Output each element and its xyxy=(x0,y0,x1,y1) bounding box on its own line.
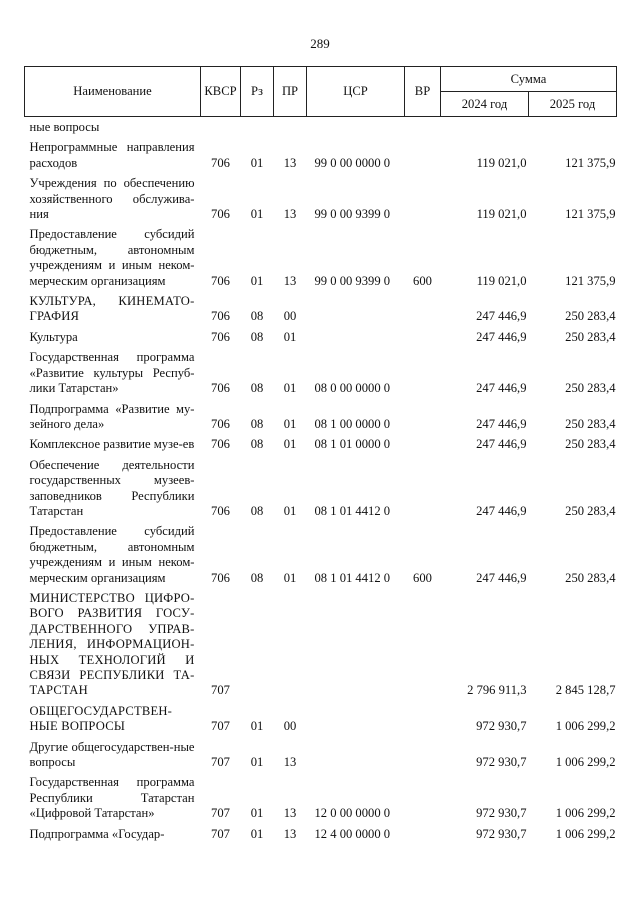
cell-name: Подпрограмма «Государ- xyxy=(29,826,165,841)
cell-kvsr: 706 xyxy=(211,207,230,222)
cell-vr xyxy=(405,458,441,525)
table-row xyxy=(25,350,617,401)
table-header xyxy=(25,67,617,117)
header-vr: ВР xyxy=(405,67,441,117)
cell-amount-2024: 247 446,9 xyxy=(476,329,527,344)
cell-vr xyxy=(405,591,441,704)
cell-rz: 08 xyxy=(250,309,264,324)
cell-csr xyxy=(307,330,405,350)
cell-vr: 600 xyxy=(413,273,432,288)
cell-name: Учреждения по обеспечению хозяйственного обслужива-ния xyxy=(29,176,195,222)
header-csr: ЦСР xyxy=(307,67,405,117)
cell-csr: 12 4 00 0000 0 xyxy=(314,826,391,841)
cell-rz: 08 xyxy=(250,503,264,518)
cell-amount-2025: 250 283,4 xyxy=(565,309,616,324)
cell-kvsr: 707 xyxy=(211,683,230,698)
table-row xyxy=(25,402,617,438)
table-row xyxy=(25,740,617,776)
table-row xyxy=(25,775,617,826)
cell-vr xyxy=(405,350,441,401)
cell-csr: 08 1 01 0000 0 xyxy=(314,437,391,452)
cell-rz: 01 xyxy=(250,755,264,770)
header-year-2024: 2024 год xyxy=(441,92,529,117)
cell-pr: 13 xyxy=(283,755,297,770)
cell-amount-2025: 121 375,9 xyxy=(565,155,616,170)
cell-amount-2025: 1 006 299,2 xyxy=(555,755,616,770)
cell-kvsr: 706 xyxy=(211,503,230,518)
table-row xyxy=(25,117,617,141)
cell-csr: 08 1 00 0000 0 xyxy=(314,416,391,431)
cell-amount-2025: 250 283,4 xyxy=(565,570,616,585)
cell-pr xyxy=(274,117,307,141)
cell-kvsr: 706 xyxy=(211,309,230,324)
cell-pr: 13 xyxy=(283,155,297,170)
table-row xyxy=(25,591,617,704)
table-row xyxy=(25,140,617,176)
cell-csr xyxy=(307,294,405,330)
cell-vr: 600 xyxy=(413,570,432,585)
cell-amount-2025: 1 006 299,2 xyxy=(555,806,616,821)
cell-pr: 01 xyxy=(283,437,297,452)
cell-vr xyxy=(405,775,441,826)
cell-name: ОБЩЕГОСУДАРСТВЕН-НЫЕ ВОПРОСЫ xyxy=(29,703,173,734)
cell-csr: 99 0 00 0000 0 xyxy=(314,155,391,170)
cell-csr: 08 1 01 4412 0 xyxy=(314,503,391,518)
cell-name: Подпрограмма «Развитие му-зейного дела» xyxy=(29,401,195,431)
cell-rz: 01 xyxy=(250,207,264,222)
cell-amount-2025: 121 375,9 xyxy=(565,273,616,288)
cell-csr: 08 1 01 4412 0 xyxy=(314,570,391,585)
cell-amount-2025: 250 283,4 xyxy=(565,437,616,452)
table-body xyxy=(25,117,617,848)
table-row xyxy=(25,437,617,457)
cell-csr: 12 0 00 0000 0 xyxy=(314,806,391,821)
cell-rz: 01 xyxy=(250,719,264,734)
cell-csr: 99 0 00 9399 0 xyxy=(314,273,391,288)
cell-pr: 13 xyxy=(283,826,297,841)
cell-amount-2024: 247 446,9 xyxy=(476,570,527,585)
header-kvsr: КВСР xyxy=(201,67,241,117)
header-pr: ПР xyxy=(274,67,307,117)
cell-amount-2025: 121 375,9 xyxy=(565,207,616,222)
cell-amount-2024: 972 930,7 xyxy=(476,826,527,841)
page-number: 289 xyxy=(310,36,330,51)
cell-kvsr: 706 xyxy=(211,381,230,396)
cell-vr xyxy=(405,827,441,847)
cell-vr xyxy=(405,402,441,438)
cell-pr: 00 xyxy=(283,719,297,734)
cell-csr: 99 0 00 9399 0 xyxy=(314,207,391,222)
cell-amount-2024: 247 446,9 xyxy=(476,416,527,431)
cell-amount-2024: 247 446,9 xyxy=(476,309,527,324)
cell-pr xyxy=(274,591,307,704)
cell-kvsr: 706 xyxy=(211,570,230,585)
cell-amount-2025: 250 283,4 xyxy=(565,416,616,431)
header-rz: Рз xyxy=(241,67,274,117)
cell-amount-2024: 247 446,9 xyxy=(476,503,527,518)
cell-amount-2024: 119 021,0 xyxy=(476,207,527,222)
cell-pr: 01 xyxy=(283,503,297,518)
cell-name: МИНИСТЕРСТВО ЦИФРО-ВОГО РАЗВИТИЯ ГОСУ-ДАРСТВЕННОГО УПРАВ-ЛЕНИЯ, ИНФОРМАЦИОН-НЫХ ТЕХНОЛОГИЙ И СВЯЗИ РЕСПУБЛИКИ ТА-ТАРСТАН xyxy=(29,590,195,698)
cell-vr xyxy=(405,704,441,740)
cell-amount-2024: 972 930,7 xyxy=(476,755,527,770)
cell-amount-2024: 972 930,7 xyxy=(476,719,527,734)
cell-csr: 08 0 00 0000 0 xyxy=(314,381,391,396)
cell-pr: 13 xyxy=(283,207,297,222)
cell-kvsr: 706 xyxy=(211,416,230,431)
cell-amount-2025: 1 006 299,2 xyxy=(555,826,616,841)
cell-rz: 08 xyxy=(250,381,264,396)
table-row xyxy=(25,227,617,294)
cell-vr xyxy=(405,176,441,227)
cell-vr xyxy=(405,294,441,330)
cell-csr xyxy=(307,740,405,776)
cell-kvsr: 706 xyxy=(211,329,230,344)
header-year-2025: 2025 год xyxy=(529,92,617,117)
cell-amount-2025: 250 283,4 xyxy=(565,381,616,396)
cell-vr xyxy=(405,740,441,776)
cell-amount-2024: 247 446,9 xyxy=(476,437,527,452)
cell-kvsr: 707 xyxy=(211,755,230,770)
cell-kvsr: 706 xyxy=(211,155,230,170)
header-sum: Сумма xyxy=(441,67,617,92)
cell-kvsr: 707 xyxy=(211,826,230,841)
cell-rz: 08 xyxy=(250,437,264,452)
cell-kvsr: 707 xyxy=(211,806,230,821)
cell-name: Другие общегосударствен-ные вопросы xyxy=(29,739,195,770)
cell-kvsr xyxy=(201,117,241,141)
cell-amount-2025: 250 283,4 xyxy=(565,503,616,518)
table-row xyxy=(25,524,617,591)
cell-csr xyxy=(307,591,405,704)
cell-vr xyxy=(405,437,441,457)
cell-rz: 08 xyxy=(250,416,264,431)
cell-name: Непрограммные направления расходов xyxy=(29,140,195,170)
cell-vr xyxy=(405,117,441,141)
cell-amount-2024: 247 446,9 xyxy=(476,381,527,396)
cell-amount-2025: 2 845 128,7 xyxy=(555,683,616,698)
cell-name: Предоставление субсидий бюджетным, автономным учреждениям и иным неком-мерческим организациям xyxy=(29,524,195,585)
table-row xyxy=(25,704,617,740)
cell-name: Культура xyxy=(29,329,78,344)
cell-name: КУЛЬТУРА, КИНЕМАТО-ГРАФИЯ xyxy=(29,294,195,324)
cell-kvsr: 706 xyxy=(211,437,230,452)
cell-pr: 13 xyxy=(283,806,297,821)
cell-amount-2024 xyxy=(441,117,529,141)
table-row xyxy=(25,458,617,525)
table-row xyxy=(25,294,617,330)
cell-rz xyxy=(241,591,274,704)
cell-pr: 00 xyxy=(283,309,297,324)
cell-name: Обеспечение деятельности государственных музеев-заповедников Республики Татарстан xyxy=(29,457,195,518)
cell-amount-2024: 2 796 911,3 xyxy=(467,683,527,698)
table-row xyxy=(25,176,617,227)
table-row xyxy=(25,330,617,350)
cell-vr xyxy=(405,330,441,350)
table-row xyxy=(25,827,617,847)
cell-pr: 01 xyxy=(283,329,297,344)
cell-name: Государственная программа Республики Татарстан «Цифровой Татарстан» xyxy=(29,775,195,821)
cell-amount-2025: 250 283,4 xyxy=(565,329,616,344)
header-name: Наименование xyxy=(25,67,201,117)
cell-kvsr: 706 xyxy=(211,273,230,288)
cell-name: Предоставление субсидий бюджетным, автономным учреждениям и иным неком-мерческим организациям xyxy=(29,227,195,288)
cell-name: ные вопросы xyxy=(29,120,100,134)
cell-pr: 01 xyxy=(283,381,297,396)
cell-csr xyxy=(307,704,405,740)
budget-table xyxy=(24,66,617,847)
cell-amount-2025: 1 006 299,2 xyxy=(555,719,616,734)
cell-rz: 01 xyxy=(250,826,264,841)
cell-amount-2025 xyxy=(529,117,617,141)
cell-amount-2024: 119 021,0 xyxy=(476,155,527,170)
cell-name: Комплексное развитие музе-ев xyxy=(29,437,195,452)
cell-pr: 01 xyxy=(283,570,297,585)
cell-rz: 01 xyxy=(250,155,264,170)
cell-rz: 01 xyxy=(250,806,264,821)
cell-pr: 01 xyxy=(283,416,297,431)
cell-pr: 13 xyxy=(283,273,297,288)
cell-rz: 01 xyxy=(250,273,264,288)
cell-rz xyxy=(241,117,274,141)
cell-kvsr: 707 xyxy=(211,719,230,734)
cell-amount-2024: 119 021,0 xyxy=(476,273,527,288)
cell-amount-2024: 972 930,7 xyxy=(476,806,527,821)
cell-name: Государственная программа «Развитие культуры Респуб-лики Татарстан» xyxy=(29,350,195,396)
cell-rz: 08 xyxy=(250,329,264,344)
cell-vr xyxy=(405,140,441,176)
cell-csr xyxy=(307,117,405,141)
cell-rz: 08 xyxy=(250,570,264,585)
